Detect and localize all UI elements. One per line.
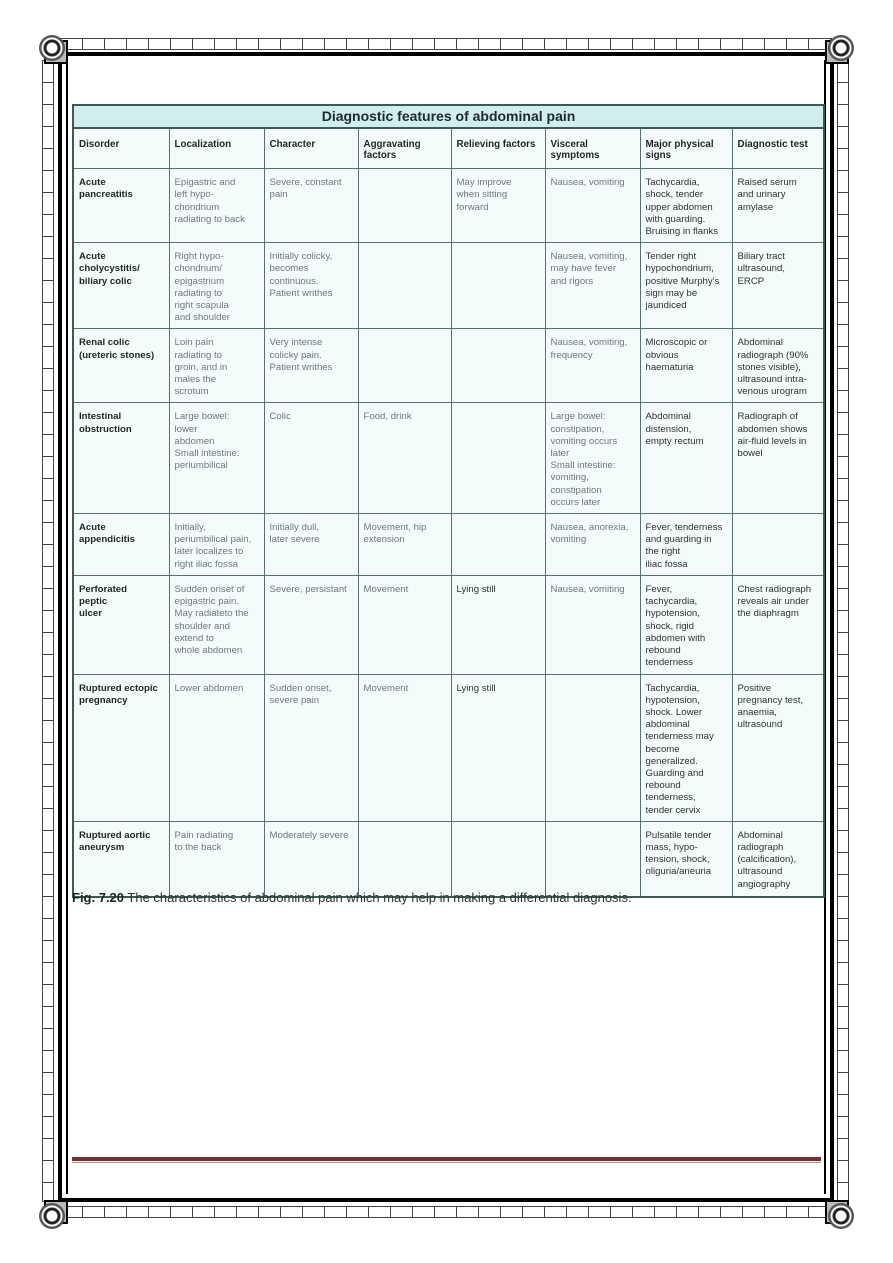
border-bottom-chain <box>60 1206 832 1218</box>
table-cell: Nausea, vomiting, frequency <box>545 329 640 403</box>
footer-rule-thin <box>72 1162 821 1163</box>
table-cell: Abdominal distension, empty rectum <box>640 403 732 514</box>
corner-ornament-bottom-right <box>821 1196 861 1236</box>
header-character: Character <box>264 128 358 169</box>
table-cell: May improve when sitting forward <box>451 169 545 243</box>
header-diagnostic-test: Diagnostic test <box>732 128 824 169</box>
table-cell: Radiograph of abdomen shows air-fluid levels in bowel <box>732 403 824 514</box>
table-cell: Initially dull, later severe <box>264 514 358 576</box>
header-major-physical-signs: Major physical signs <box>640 128 732 169</box>
footer-rule <box>72 1157 821 1161</box>
table-cell: Positive pregnancy test, anaemia, ultrasound <box>732 674 824 821</box>
table-cell: Tender right hypochondrium, positive Murphy's sign may be jaundiced <box>640 243 732 329</box>
table-cell <box>545 821 640 897</box>
table-cell: Large bowel: constipation, vomiting occurs later Small intestine: vomiting, constipation occurs later <box>545 403 640 514</box>
border-left-chain <box>42 60 54 1202</box>
table-cell: Moderately severe <box>264 821 358 897</box>
frame-bottom-line <box>58 1198 834 1202</box>
table-cell: Very intense colicky pain. Patient writhes <box>264 329 358 403</box>
table-cell: Movement <box>358 674 451 821</box>
table-cell: Colic <box>264 403 358 514</box>
table-cell: Biliary tract ultrasound, ERCP <box>732 243 824 329</box>
table-cell: Severe, persistant <box>264 576 358 674</box>
table-cell: Fever, tenderness and guarding in the right iliac fossa <box>640 514 732 576</box>
corner-ornament-top-left <box>32 28 72 68</box>
table-cell: Nausea, vomiting, may have fever and rigors <box>545 243 640 329</box>
table-cell: Epigastric and left hypo- chondrium radiating to back <box>169 169 264 243</box>
table-cell <box>358 243 451 329</box>
table-cell: Nausea, vomiting <box>545 169 640 243</box>
table-cell: Tachycardia, shock, tender upper abdomen with guarding. Bruising in flanks <box>640 169 732 243</box>
table-cell: Right hypo- chondrium/ epigastrium radiating to right scapula and shoulder <box>169 243 264 329</box>
table-cell: Fever, tachycardia, hypotension, shock, rigid abdomen with rebound tenderness <box>640 576 732 674</box>
table-cell: Lying still <box>451 576 545 674</box>
diagnostic-table <box>72 104 825 898</box>
table-cell <box>358 329 451 403</box>
table-cell: Microscopic or obvious haematuria <box>640 329 732 403</box>
corner-ornament-bottom-left <box>32 1196 72 1236</box>
table-row <box>73 576 824 674</box>
table-cell: Acute cholycystitis/ biliary colic <box>73 243 169 329</box>
figure-caption <box>72 890 832 905</box>
table-row <box>73 514 824 576</box>
header-aggravating-factors: Aggravating factors <box>358 128 451 169</box>
figure-table-container <box>72 104 824 898</box>
table-cell: Movement, hip extension <box>358 514 451 576</box>
table-cell: Movement <box>358 576 451 674</box>
table-cell: Abdominal radiograph (calcification), ultrasound angiography <box>732 821 824 897</box>
table-cell <box>545 674 640 821</box>
table-row <box>73 821 824 897</box>
table-cell <box>451 329 545 403</box>
table-cell: Lower abdomen <box>169 674 264 821</box>
header-row <box>73 128 824 169</box>
table-cell: Ruptured aortic aneurysm <box>73 821 169 897</box>
table-row <box>73 674 824 821</box>
table-cell <box>451 243 545 329</box>
table-cell: Nausea, anorexia, vomiting <box>545 514 640 576</box>
table-cell: Severe, constant pain <box>264 169 358 243</box>
table-cell: Abdominal radiograph (90% stones visible), ultrasound intra- venous urogram <box>732 329 824 403</box>
table-row <box>73 243 824 329</box>
figure-caption-text: The characteristics of abdominal pain which may help in making a differential diagnosis. <box>127 890 632 905</box>
header-relieving-factors: Relieving factors <box>451 128 545 169</box>
table-cell <box>451 403 545 514</box>
table-cell: Pulsatile tender mass, hypo- tension, shock, oliguria/aneuria <box>640 821 732 897</box>
table-cell: Acute pancreatitis <box>73 169 169 243</box>
frame-right-line <box>830 52 834 1202</box>
table-cell: Renal colic (ureteric stones) <box>73 329 169 403</box>
table-cell: Perforated peptic ulcer <box>73 576 169 674</box>
table-cell: Acute appendicitis <box>73 514 169 576</box>
table-cell: Initially colicky, becomes continuous. Patient writhes <box>264 243 358 329</box>
figure-label: Fig. 7.20 <box>72 890 125 905</box>
table-cell: Large bowel: lower abdomen Small intestine: periumbilical <box>169 403 264 514</box>
table-row <box>73 329 824 403</box>
table-row <box>73 403 824 514</box>
table-cell: Nausea, vomiting <box>545 576 640 674</box>
table-row <box>73 169 824 243</box>
table-cell <box>732 514 824 576</box>
table-cell: Ruptured ectopic pregnancy <box>73 674 169 821</box>
header-disorder: Disorder <box>73 128 169 169</box>
table-title: Diagnostic features of abdominal pain <box>72 104 825 127</box>
table-cell <box>358 821 451 897</box>
table-cell: Initially, periumbilical pain, later localizes to right iliac fossa <box>169 514 264 576</box>
header-visceral-symptoms: Visceral symptoms <box>545 128 640 169</box>
border-right-chain <box>837 60 849 1202</box>
table-cell: Intestinal obstruction <box>73 403 169 514</box>
frame-left-line <box>58 52 62 1202</box>
table-cell: Food, drink <box>358 403 451 514</box>
table-cell: Sudden onset of epigastric pain. May radiateto the shoulder and extend to whole abdomen <box>169 576 264 674</box>
border-top-chain <box>60 38 832 50</box>
table-cell: Loin pain radiating to groin, and in males the scrotum <box>169 329 264 403</box>
frame-inner-left-line <box>66 60 68 1194</box>
corner-ornament-top-right <box>821 28 861 68</box>
table-cell: Chest radiograph reveals air under the diaphragm <box>732 576 824 674</box>
table-cell: Sudden onset, severe pain <box>264 674 358 821</box>
table-cell: Raised serum and urinary amylase <box>732 169 824 243</box>
table-cell <box>358 169 451 243</box>
table-cell: Pain radiating to the back <box>169 821 264 897</box>
table-cell <box>451 514 545 576</box>
table-cell: Lying still <box>451 674 545 821</box>
frame-top-line <box>58 52 834 56</box>
header-localization: Localization <box>169 128 264 169</box>
table-cell <box>451 821 545 897</box>
table-cell: Tachycardia, hypotension, shock. Lower abdominal tenderness may become generalized. Guarding and rebound tenderness, tender cervix <box>640 674 732 821</box>
